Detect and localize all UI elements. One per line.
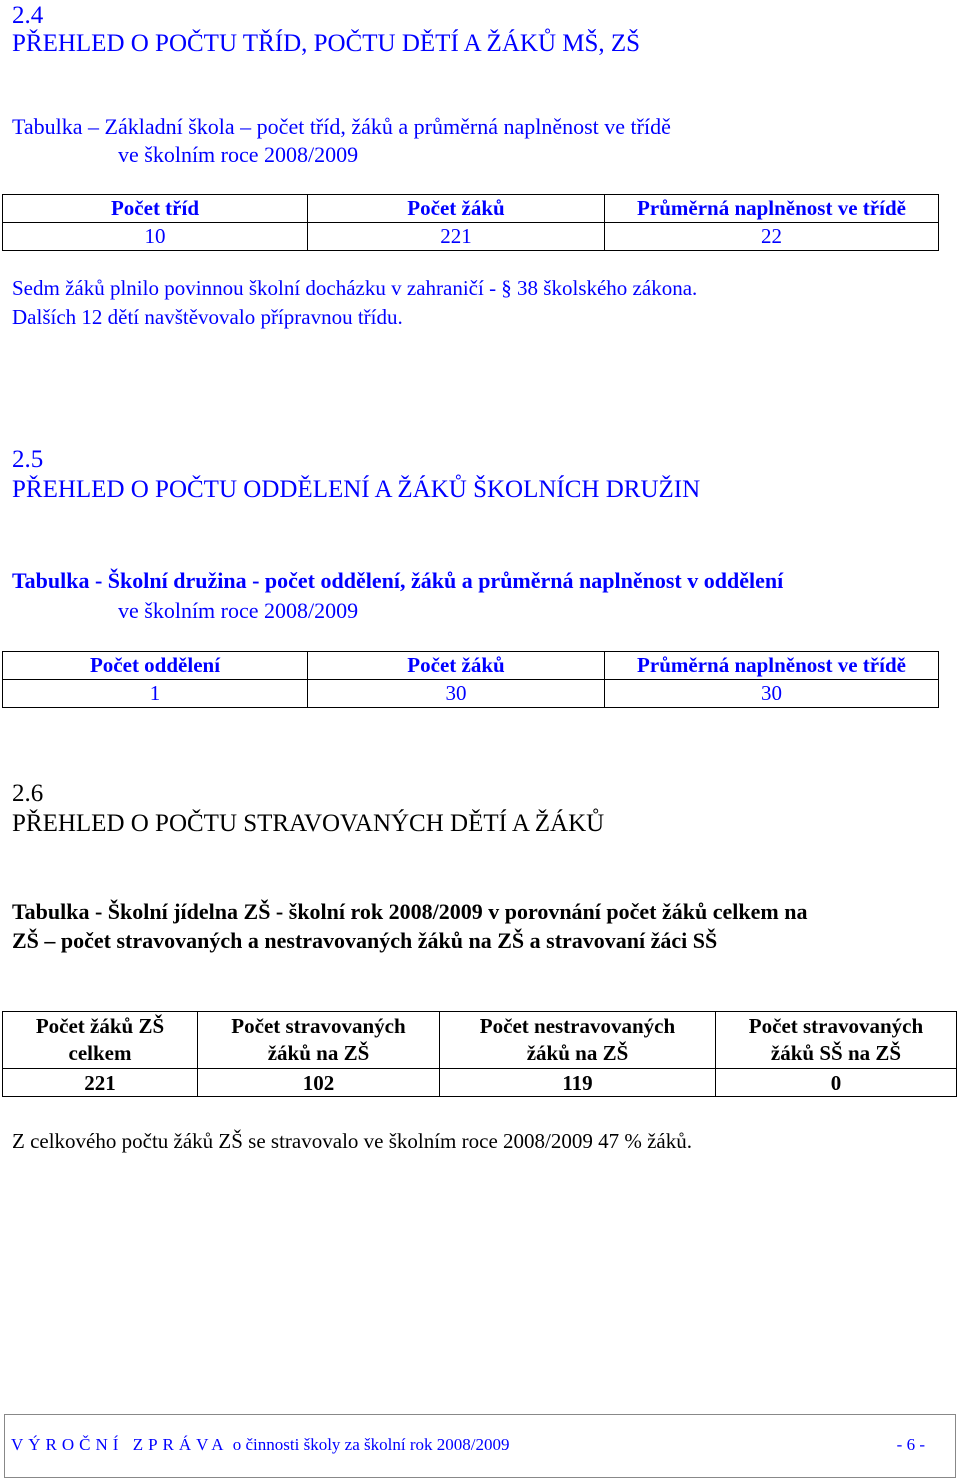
header-cell: Počet žáků (308, 195, 605, 223)
table-caption-2-5-line1: Tabulka - Školní družina - počet oddělení, žáků a průměrná naplněnost v oddělení (12, 568, 784, 593)
footer-report-name: VÝROČNÍ ZPRÁVA (11, 1435, 229, 1454)
table-caption-2-4-line1: Tabulka – Základní škola – počet tříd, žáků a průměrná naplněnost ve třídě (12, 114, 671, 139)
header-cell: Průměrná naplněnost ve třídě (605, 652, 939, 680)
value-cell: 221 (3, 1069, 198, 1097)
page-footer (4, 1414, 956, 1478)
table-caption-2-4-line2: ve školním roce 2008/2009 (118, 142, 359, 167)
section-title-2-5: PŘEHLED O POČTU ODDĚLENÍ A ŽÁKŮ ŠKOLNÍCH DRUŽIN (12, 476, 701, 503)
value-cell: 221 (308, 223, 605, 251)
value-cell: 30 (308, 680, 605, 708)
header-cell: Počet nestravovaných žáků na ZŠ (440, 1012, 716, 1069)
header-cell: Počet oddělení (3, 652, 308, 680)
section-title-2-4: PŘEHLED O POČTU TŘÍD, POČTU DĚTÍ A ŽÁKŮ MŠ, ZŠ (12, 30, 641, 57)
value-cell: 10 (3, 223, 308, 251)
header-cell: Počet žáků ZŠ celkem (3, 1012, 198, 1069)
table-afterschool-club (2, 651, 939, 708)
header-cell: Počet stravovaných žáků na ZŠ (198, 1012, 440, 1069)
value-cell: 0 (716, 1069, 957, 1097)
value-cell: 119 (440, 1069, 716, 1097)
header-cell: Počet tříd (3, 195, 308, 223)
section-number-2-5: 2.5 (12, 446, 44, 473)
section-title-2-6: PŘEHLED O POČTU STRAVOVANÝCH DĚTÍ A ŽÁKŮ (12, 810, 605, 837)
page-number: - 6 - (896, 1435, 925, 1454)
value-cell: 102 (198, 1069, 440, 1097)
value-cell: 1 (3, 680, 308, 708)
note-2-4-line1: Sedm žáků plnilo povinnou školní docházku v zahraničí - § 38 školského zákona. (12, 276, 698, 300)
table-caption-2-5-line2: ve školním roce 2008/2009 (118, 598, 359, 623)
section-number-2-4: 2.4 (12, 2, 44, 29)
header-cell: Průměrná naplněnost ve třídě (605, 195, 939, 223)
note-2-4-line2: Dalších 12 dětí navštěvovalo přípravnou třídu. (12, 305, 403, 329)
table-canteen (2, 1011, 957, 1097)
section-number-2-6: 2.6 (12, 780, 44, 807)
header-cell: Počet stravovaných žáků SŠ na ZŠ (716, 1012, 957, 1069)
table-zs-classes (2, 194, 939, 251)
table-caption-2-6-line1: Tabulka - Školní jídelna ZŠ - školní rok 2008/2009 v porovnání počet žáků celkem na (12, 899, 808, 924)
value-cell: 22 (605, 223, 939, 251)
footer-subtitle: o činnosti školy za školní rok 2008/2009 (232, 1435, 510, 1454)
note-2-6: Z celkového počtu žáků ZŠ se stravovalo ve školním roce 2008/2009 47 % žáků. (12, 1129, 692, 1153)
footer-title (11, 1435, 509, 1455)
table-caption-2-6-line2: ZŠ – počet stravovaných a nestravovaných žáků na ZŠ a stravovaní žáci SŠ (12, 928, 718, 953)
value-cell: 30 (605, 680, 939, 708)
header-cell: Počet žáků (308, 652, 605, 680)
